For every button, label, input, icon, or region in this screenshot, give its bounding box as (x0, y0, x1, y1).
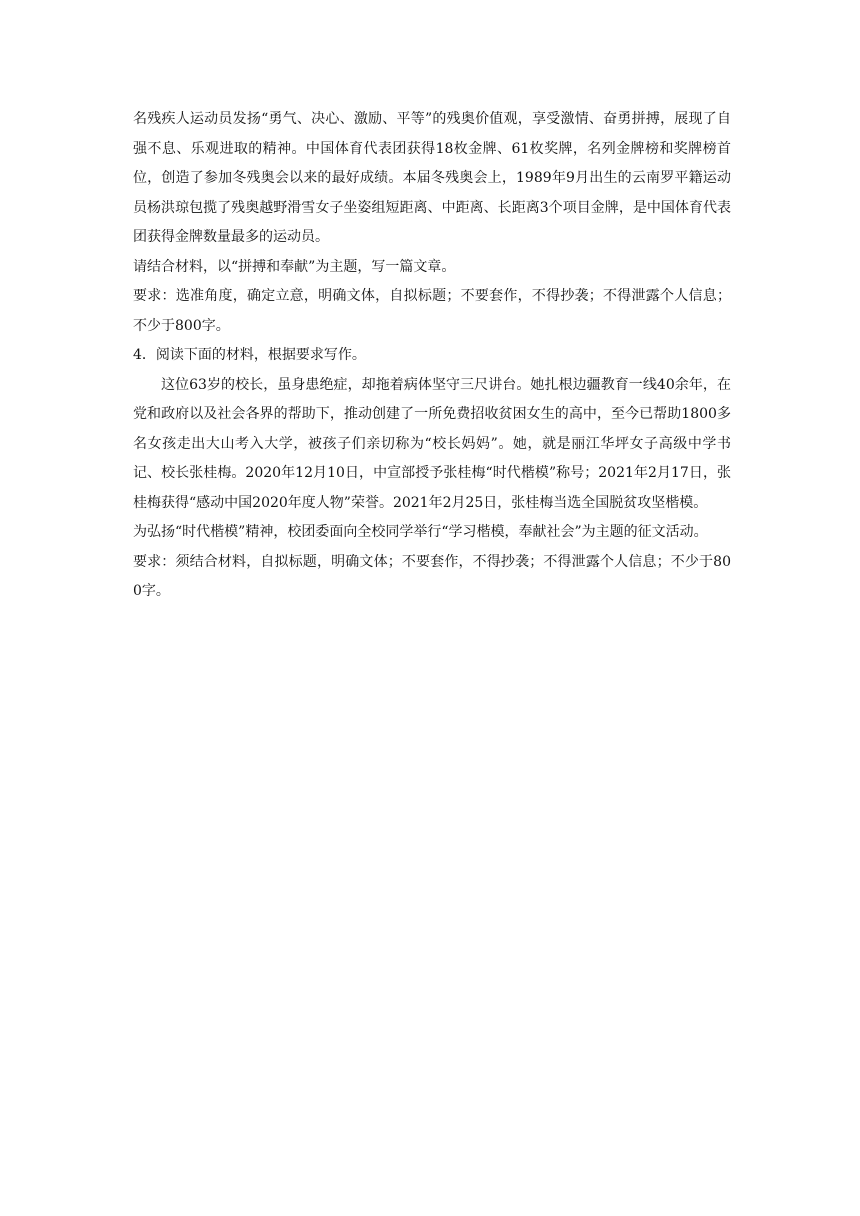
q3-passage: 名残疾人运动员发扬“勇气、决心、激励、平等”的残奥价值观，享受激情、奋勇拼搏，展现了自强不息、乐观进取的精神。中国体育代表团获得18枚金牌、61枚奖牌，名列金牌榜和奖牌榜首位，创造了参加冬残奥会以来的最好成绩。本届冬残奥会上，1989年9月出生的云南罗平籍运动员杨洪琼包揽了残奥越野滑雪女子坐姿组短距离、中距离、长距离3个项目金牌，是中国体育代表团获得金牌数量最多的运动员。 (133, 111, 731, 245)
q4-requirements: 要求：须结合材料，自拟标题，明确文体；不要套作，不得抄袭；不得泄露个人信息；不少于800字。 (133, 553, 731, 599)
q3-task: 请结合材料，以“拼搏和奉献”为主题，写一篇文章。 (133, 258, 456, 275)
q4-task: 为弘扬“时代楷模”精神，校团委面向全校同学举行“学习楷模，奉献社会”为主题的征文活动。 (133, 524, 708, 540)
q4-passage: 这位63岁的校长，虽身患绝症，却拖着病体坚守三尺讲台。她扎根边疆教育一线40余年，在党和政府以及社会各界的帮助下，推动创建了一所免费招收贫困女生的高中，至今已帮助1800多名女孩走出大山考入大学，被孩子们亲切称为“校长妈妈”。她，就是丽江华坪女子高级中学书记、校长张桂梅。2020年12月10日，中宣部授予张桂梅“时代楷模”称号；2021年2月17日，张桂梅获得“感动中国2020年度人物”荣誉。2021年2月25日，张桂梅当选全国脱贫攻坚楷模。 (133, 376, 731, 511)
document-body (133, 105, 731, 607)
q4-heading: 4．阅读下面的材料，根据要求写作。 (133, 347, 366, 363)
q3-requirements: 要求：选准角度，确定立意，明确文体，自拟标题；不要套作，不得抄袭；不得泄露个人信息；不少于800字。 (133, 288, 731, 334)
